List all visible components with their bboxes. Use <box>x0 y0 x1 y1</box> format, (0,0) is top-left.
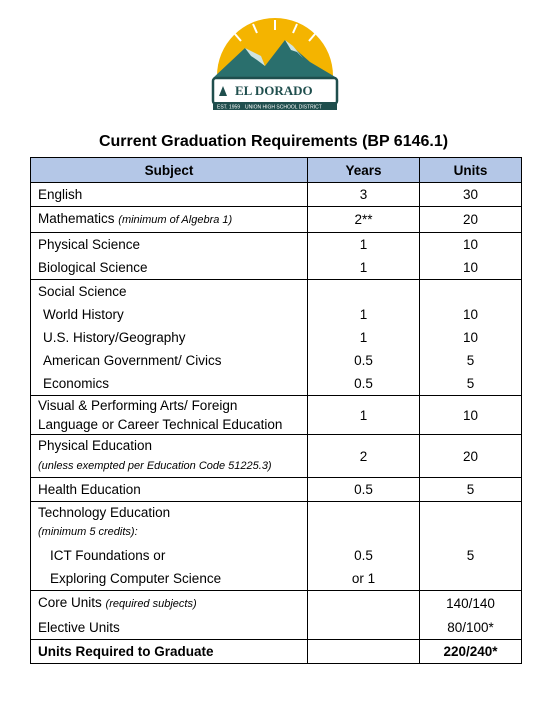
table-row <box>31 349 522 372</box>
table-row-total <box>31 640 522 664</box>
years-cell: 1 <box>308 233 420 257</box>
logo-subtitle: UNION HIGH SCHOOL DISTRICT <box>245 104 322 111</box>
table-row <box>31 435 522 478</box>
units-value: 5 <box>466 548 475 563</box>
units-cell: 140/140 <box>420 591 522 617</box>
subject-cell: Economics <box>31 372 308 396</box>
subject-cell <box>31 502 308 591</box>
table-row <box>31 326 522 349</box>
table-row <box>31 616 522 640</box>
table-row <box>31 233 522 257</box>
table-row <box>31 372 522 396</box>
units-cell: 10 <box>420 396 522 435</box>
units-cell: 5 <box>420 478 522 502</box>
subject-label: Mathematics <box>38 211 119 226</box>
requirements-table <box>30 157 522 664</box>
subject-cell: Elective Units <box>31 616 308 640</box>
subject-note: (required subjects) <box>105 598 197 610</box>
years-cell: 1 <box>308 326 420 349</box>
years-cell: 0.5 <box>308 372 420 396</box>
subject-cell <box>31 396 308 435</box>
table-row <box>31 591 522 617</box>
subject-cell <box>31 207 308 233</box>
units-cell: 30 <box>420 183 522 207</box>
subject-cell: American Government/ Civics <box>31 349 308 372</box>
subject-line: Visual & Performing Arts/ Foreign <box>38 398 238 413</box>
units-cell: 20 <box>420 435 522 478</box>
subject-cell <box>31 435 308 478</box>
subject-cell: Physical Science <box>31 233 308 257</box>
subject-cell: English <box>31 183 308 207</box>
years-cell <box>308 502 420 591</box>
table-header-row <box>31 158 522 183</box>
header-years: Years <box>308 158 420 183</box>
units-cell: 10 <box>420 233 522 257</box>
page-title: Current Graduation Requirements (BP 6146.1) <box>98 133 449 150</box>
years-cell: 2 <box>308 435 420 478</box>
years-cell: 1 <box>308 303 420 326</box>
table-row <box>31 183 522 207</box>
years-cell: 3 <box>308 183 420 207</box>
subject-note: (minimum of Algebra 1) <box>118 214 233 226</box>
units-cell: 220/240* <box>420 640 522 664</box>
subject-line: Language or Career Technical Education <box>38 417 283 432</box>
units-cell: 80/100* <box>420 616 522 640</box>
subject-cell: Units Required to Graduate <box>31 640 308 664</box>
subject-note: (unless exempted per Education Code 51225.3) <box>38 460 272 472</box>
subject-option: Exploring Computer Science <box>50 571 222 586</box>
years-option: 0.5 <box>354 548 373 563</box>
table-row <box>31 502 522 591</box>
subject-note: (minimum 5 credits): <box>38 526 138 538</box>
units-cell: 5 <box>420 372 522 396</box>
years-cell: 2** <box>308 207 420 233</box>
table-row <box>31 478 522 502</box>
subject-label: Physical Education <box>38 438 153 453</box>
subject-cell: Biological Science <box>31 256 308 280</box>
years-cell: 1 <box>308 256 420 280</box>
table-row <box>31 207 522 233</box>
years-cell: 0.5 <box>308 478 420 502</box>
table-row <box>31 396 522 435</box>
units-cell: 20 <box>420 207 522 233</box>
subject-cell: Social Science <box>31 280 308 304</box>
logo-est: EST. 1959 <box>217 104 241 111</box>
units-cell <box>420 502 522 591</box>
logo-name: EL DORADO <box>235 83 313 98</box>
units-cell: 10 <box>420 256 522 280</box>
header-units: Units <box>420 158 522 183</box>
header-subject: Subject <box>31 158 308 183</box>
subject-label: Core Units <box>38 595 106 610</box>
subject-cell: U.S. History/Geography <box>31 326 308 349</box>
table-row <box>31 256 522 280</box>
el-dorado-logo <box>205 16 345 112</box>
years-cell: 0.5 <box>308 349 420 372</box>
units-cell: 5 <box>420 349 522 372</box>
table-row <box>31 280 522 304</box>
years-option: or 1 <box>351 571 376 586</box>
years-cell: 1 <box>308 396 420 435</box>
subject-cell <box>31 591 308 617</box>
subject-option: ICT Foundations or <box>50 548 166 563</box>
units-cell: 10 <box>420 326 522 349</box>
subject-label: Technology Education <box>38 505 171 520</box>
subject-cell: Health Education <box>31 478 308 502</box>
units-cell: 10 <box>420 303 522 326</box>
table-row <box>31 303 522 326</box>
subject-cell: World History <box>31 303 308 326</box>
